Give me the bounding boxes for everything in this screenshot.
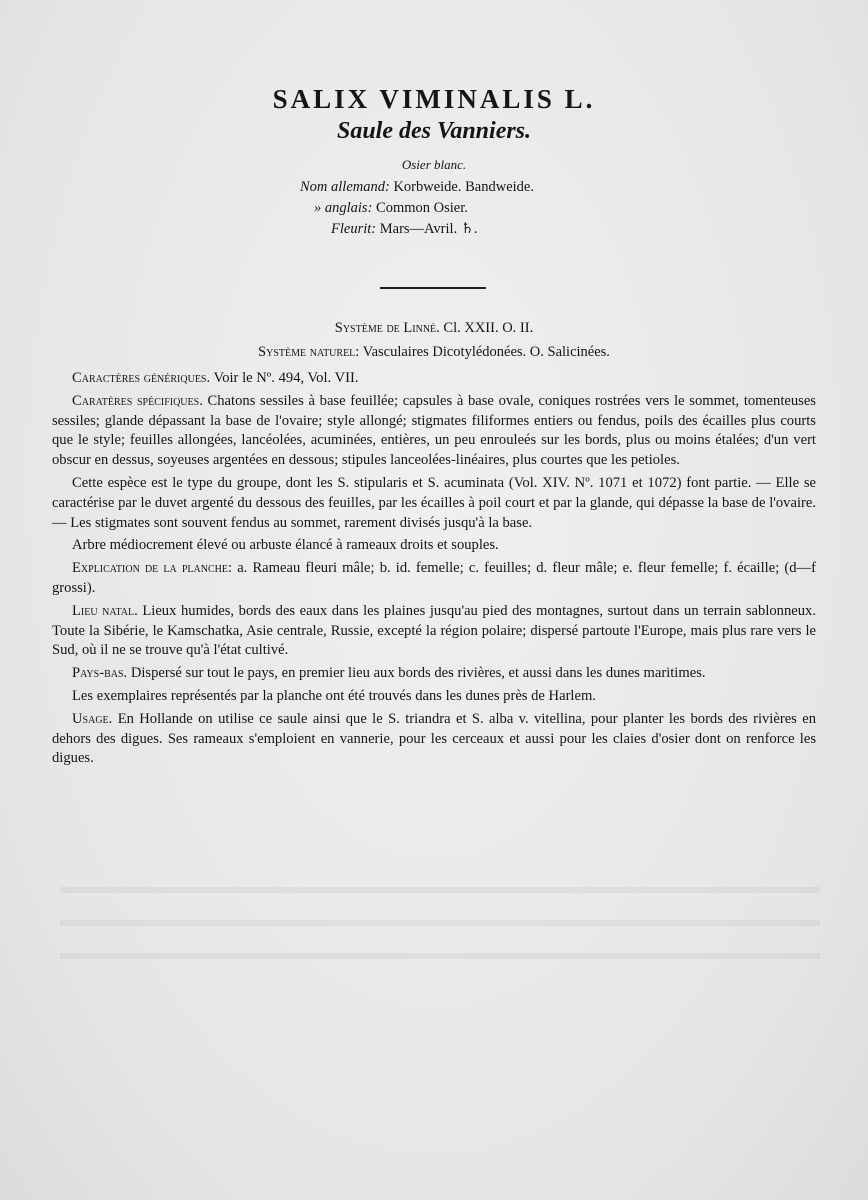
linne-value: Cl. XXII. O. II. <box>443 320 534 336</box>
description-body <box>52 369 816 772</box>
section-text: Les exemplaires représentés par la planche ont été trouvés dans les dunes près de Harlem. <box>72 687 596 704</box>
paragraph-netherlands <box>52 664 816 684</box>
show-through-texture <box>60 868 820 959</box>
paragraph-specimens <box>52 687 816 707</box>
section-label: Explication de la planche: <box>72 560 233 577</box>
name-value: Common Osier. <box>376 200 468 216</box>
paragraph-usage <box>52 710 816 769</box>
naturel-value: Vasculaires Dicotylédonées. O. Salicinées. <box>362 344 610 360</box>
section-label: Usage. <box>72 710 113 727</box>
section-label: Caratères spécifiques. <box>72 392 203 409</box>
name-label: Fleurit: <box>331 221 377 237</box>
paragraph-habit <box>52 536 816 556</box>
name-value: Korbweide. Bandweide. <box>393 179 534 195</box>
page-title: SALIX VIMINALIS L. <box>272 84 596 114</box>
common-name: Osier blanc. <box>401 157 467 172</box>
section-text: Voir le Nº. 494, Vol. VII. <box>213 370 359 386</box>
section-label: Pays-bas. <box>72 665 128 682</box>
linne-label: Système de Linné. <box>334 320 440 336</box>
natural-system <box>0 344 868 361</box>
name-row-german <box>300 177 720 198</box>
section-text: Lieux humides, bords des eaux dans les plaines jusqu'au pied des montagnes, surtout dans un terrain sablonneux. Toute la Sibérie, le Kamschatka, Asie centrale, Russie, excepté la région polaire; dispersé partoute l'Europe, mais plus rare vers le Sud, où il ne se trouve qu'à l'état cultivé. <box>52 602 816 659</box>
section-text: Cette espèce est le type du groupe, dont les S. stipularis et S. acuminata (Vol. XIV. Nº. 1071 et 1072) font partie. — Elle se caractérise par le duvet argenté du dessous des feuilles, par les écailles à poil court et par la glande, qui dépasse la base de l'ovaire. — Les stigmates sont souvent fendus au sommet, rarement divisés jusqu'à la base. <box>52 474 816 531</box>
paragraph-generic <box>52 369 816 389</box>
page-subtitle: Saule des Vanniers. <box>336 118 532 144</box>
divider-rule <box>380 287 486 289</box>
name-label: » anglais: <box>314 200 373 216</box>
section-label: Caractères génériques. <box>72 370 211 386</box>
paragraph-specific <box>52 392 816 471</box>
vernacular-names <box>300 177 720 240</box>
section-text: Dispersé sur tout le pays, en premier lieu aux bords des rivières, et aussi dans les dunes maritimes. <box>130 665 706 682</box>
section-text: Chatons sessiles à base feuillée; capsules à base ovale, coniques rostrées vers le sommet, tomenteuses sessiles; glande dépassant la base de l'ovaire; style allongé; stigmates filiformes entiers ou fendus, poils des écailles plus courts que le style; feuilles allongées, lancéolées, acuminées, entières, un peu enrouleés sur les bords, plus ou moins étalées; d'un vert obscur en dessus, soyeuses argentées en dessous; stipules lanceolées-linéaires, plus courtes que les petioles. <box>52 392 816 469</box>
naturel-label: Système naturel: <box>258 344 360 360</box>
section-label: Lieu natal. <box>72 602 138 619</box>
name-row-english <box>300 198 720 219</box>
name-row-flowering <box>300 219 720 240</box>
name-value: Mars—Avril. ♄. <box>379 221 478 237</box>
paragraph-habitat <box>52 602 816 661</box>
paragraph-plate <box>52 559 816 599</box>
linne-system <box>0 320 868 337</box>
name-label: Nom allemand: <box>300 179 390 195</box>
section-text: Arbre médiocrement élevé ou arbuste élancé à rameaux droits et souples. <box>72 537 499 554</box>
paragraph-group <box>52 474 816 533</box>
section-text: a. Rameau fleuri mâle; b. id. femelle; c. feuilles; d. fleur mâle; e. fleur femelle; f. écaille; (d—f grossi). <box>52 560 816 596</box>
section-text: En Hollande on utilise ce saule ainsi que le S. triandra et S. alba v. vitellina, pour planter les bords des rivières en dehors des digues. Ses rameaux s'emploient en vannerie, pour les cerceaux et aussi pour les claies d'osier dont on renforce les digues. <box>52 710 816 767</box>
